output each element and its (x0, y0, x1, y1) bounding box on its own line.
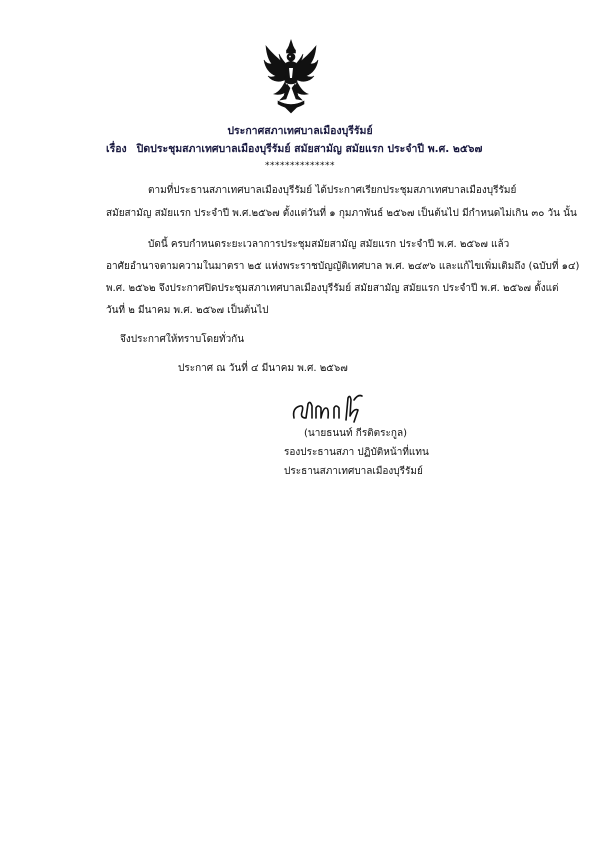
signer-position-2: ประธานสภาเทศบาลเมืองบุรีรัมย์ (284, 466, 423, 477)
paragraph-1-line-1: ตามที่ประธานสภาเทศบาลเมืองบุรีรัมย์ ได้ประกาศเรียกประชุมสภาเทศบาลเมืองบุรีรัมย์ (148, 185, 517, 196)
signer-name: (นายธนนท์ กีรติตระกูล) (304, 428, 407, 439)
signer-position-1: รองประธานสภา ปฏิบัติหน้าที่แทน (284, 447, 429, 458)
paragraph-2-line-3: พ.ศ. ๒๕๖๒ จึงประกาศปิดประชุมสภาเทศบาลเมืองบุรีรัมย์ สมัยสามัญ สมัยแรก ประจำปี พ.ศ. ๒๕๖๗ ตั้งแต่ (106, 283, 559, 294)
subject-text: ปิดประชุมสภาเทศบาลเมืองบุรีรัมย์ สมัยสามัญ สมัยแรก ประจำปี พ.ศ. ๒๕๖๗ (136, 143, 483, 155)
announce-line: จึงประกาศให้ทราบโดยทั่วกัน (120, 334, 245, 345)
subject-label: เรื่อง (106, 143, 127, 155)
garuda-emblem-icon (262, 38, 320, 114)
separator: ************** (265, 161, 335, 171)
date-line: ประกาศ ณ วันที่ ๔ มีนาคม พ.ศ. ๒๕๖๗ (178, 363, 348, 374)
document-subject (106, 142, 482, 156)
paragraph-2-line-2: อาศัยอำนาจตามความในมาตรา ๒๕ แห่งพระราชบัญญัติเทศบาล พ.ศ. ๒๔๙๖ และแก้ไขเพิ่มเติมถึง (ฉบับที่ ๑๔) (106, 261, 580, 272)
handwritten-signature (288, 388, 368, 430)
paragraph-2-line-1: บัดนี้ ครบกำหนดระยะเวลาการประชุมสมัยสามัญ สมัยแรก ประจำปี พ.ศ. ๒๕๖๗ แล้ว (148, 239, 510, 250)
document-title: ประกาศสภาเทศบาลเมืองบุรีรัมย์ (227, 125, 373, 137)
paragraph-2-line-4: วันที่ ๒ มีนาคม พ.ศ. ๒๕๖๗ เป็นต้นไป (106, 305, 269, 316)
paragraph-1-line-2: สมัยสามัญ สมัยแรก ประจำปี พ.ศ.๒๕๖๗ ตั้งแต่วันที่ ๑ กุมภาพันธ์ ๒๕๖๗ เป็นต้นไป มีกำหนดไม่เกิน ๓๐ วัน นั้น (106, 208, 577, 219)
